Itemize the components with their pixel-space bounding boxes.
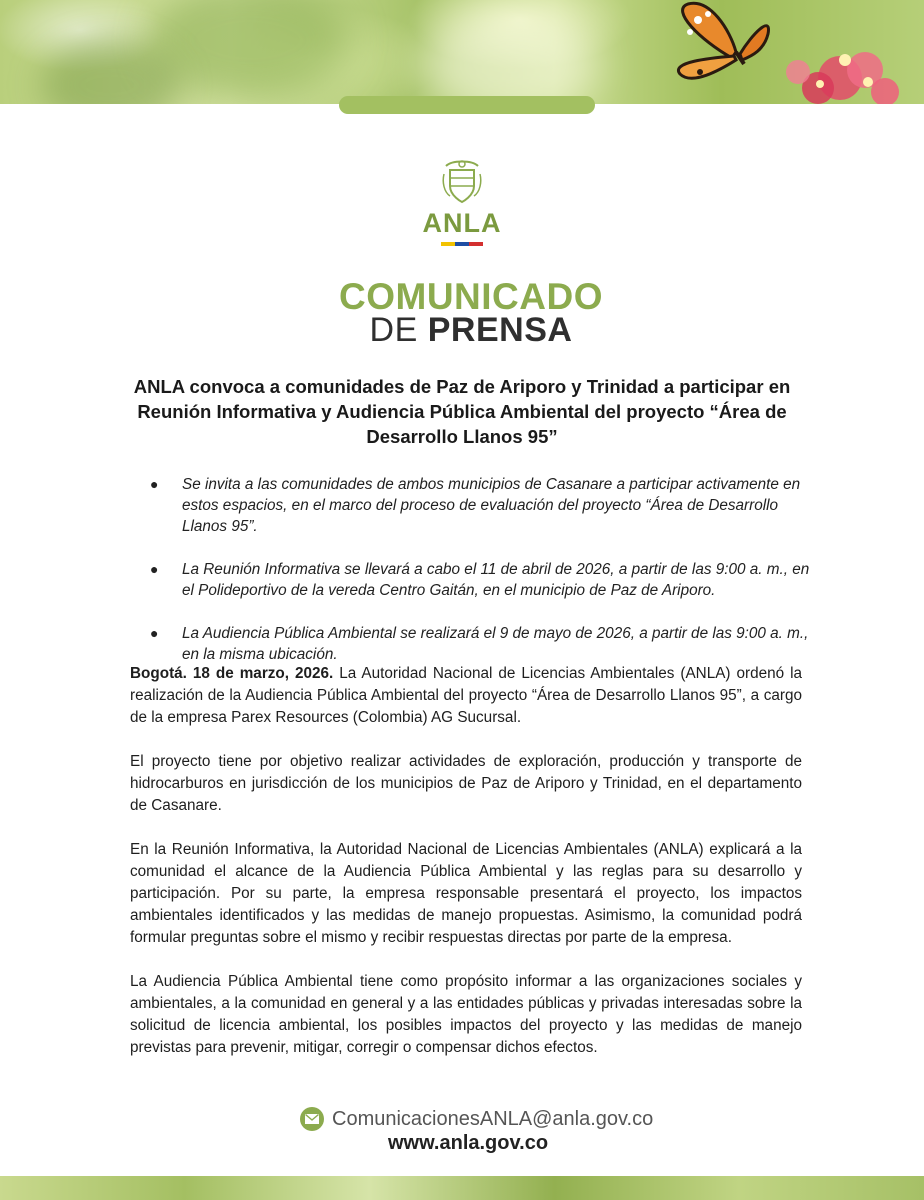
top-banner-image — [0, 0, 924, 104]
flag-stripe — [441, 242, 483, 246]
list-item — [150, 559, 810, 601]
bullet-dot-icon: ● — [150, 476, 159, 492]
bullet-text: La Reunión Informativa se llevará a cabo el 11 de abril de 2026, a partir de las 9:00 a. m., en el Polideportivo de la vereda Centro Gaitán, en el municipio de Paz de Ariporo. — [182, 561, 810, 599]
paragraph-2: El proyecto tiene por objetivo realizar actividades de exploración, producción y transporte de hidrocarburos en jurisdicción de los municipios de Paz de Ariporo y Trinidad, en el departamento de Casanare. — [130, 753, 802, 814]
banner-tab — [339, 96, 595, 114]
anla-logo — [412, 158, 512, 246]
paragraph-3: En la Reunión Informativa, la Autoridad Nacional de Licencias Ambientales (ANLA) explicará a la comunidad el alcance de la Audiencia Pública Ambiental y las reglas para su desarrollo y participación. Por su parte, la empresa responsable presentará el proyecto, los impactos ambientales identificados y las medidas de manejo propuestas. Asimismo, la comunidad podrá formular preguntas sobre el mismo y recibir respuestas directas por parte de la empresa. — [130, 841, 802, 946]
bullet-text: La Audiencia Pública Ambiental se realizará el 9 de mayo de 2026, a partir de las 9:00 a. m., en la misma ubicación. — [182, 625, 809, 663]
press-headline: ANLA convoca a comunidades de Paz de Ariporo y Trinidad a participar en Reunión Informativa y Audiencia Pública Ambiental del proyecto “Área de Desarrollo Llanos 95” — [133, 376, 791, 447]
butterfly — [678, 3, 768, 78]
bullet-dot-icon: ● — [150, 625, 159, 641]
bottom-banner-image — [0, 1176, 924, 1200]
bullet-text: Se invita a las comunidades de ambos municipios de Casanare a participar activamente en estos espacios, en el marco del proceso de evaluación del proyecto “Área de Desarrollo Llanos 95”. — [182, 476, 801, 535]
title-prensa: PRENSA — [427, 311, 573, 349]
butterfly-flowers-illustration — [640, 0, 900, 104]
footer-email — [300, 1106, 660, 1132]
title-de-prensa — [0, 311, 924, 350]
website-link[interactable]: www.anla.gov.co — [388, 1132, 549, 1154]
title-de: DE — [369, 311, 418, 349]
title-comunicado: COMUNICADO — [339, 276, 603, 317]
email-link[interactable]: ComunicacionesANLA@anla.gov.co — [332, 1107, 654, 1130]
paragraph-4: La Audiencia Pública Ambiental tiene como propósito informar a las organizaciones sociales y ambientales, a la comunidad en general y a las entidades públicas y privadas interesadas sobre la solicitud de licencia ambiental, los posibles impactos del proyecto y las medidas de manejo previstas para prevenir, mitigar, corregir o compensar dichos efectos. — [130, 973, 802, 1056]
press-body — [130, 663, 802, 1081]
list-item — [150, 474, 810, 537]
bullet-dot-icon: ● — [150, 561, 159, 577]
anla-wordmark: ANLA — [422, 208, 502, 238]
list-item — [150, 623, 810, 665]
dateline: Bogotá. 18 de marzo, 2026. — [130, 665, 334, 682]
flower-cluster — [786, 52, 899, 104]
envelope-icon — [300, 1107, 324, 1131]
paragraph-1-text: La Autoridad Nacional de Licencias Ambientales (ANLA) ordenó la realización de la Audiencia Pública Ambiental del proyecto “Área de Desarrollo Llanos 95”, a cargo de la empresa Parex Resources (Colombia) AG Sucursal. — [130, 665, 802, 726]
key-points-list — [150, 474, 810, 687]
paragraph-1 — [130, 663, 802, 729]
coat-of-arms-icon — [440, 158, 484, 206]
